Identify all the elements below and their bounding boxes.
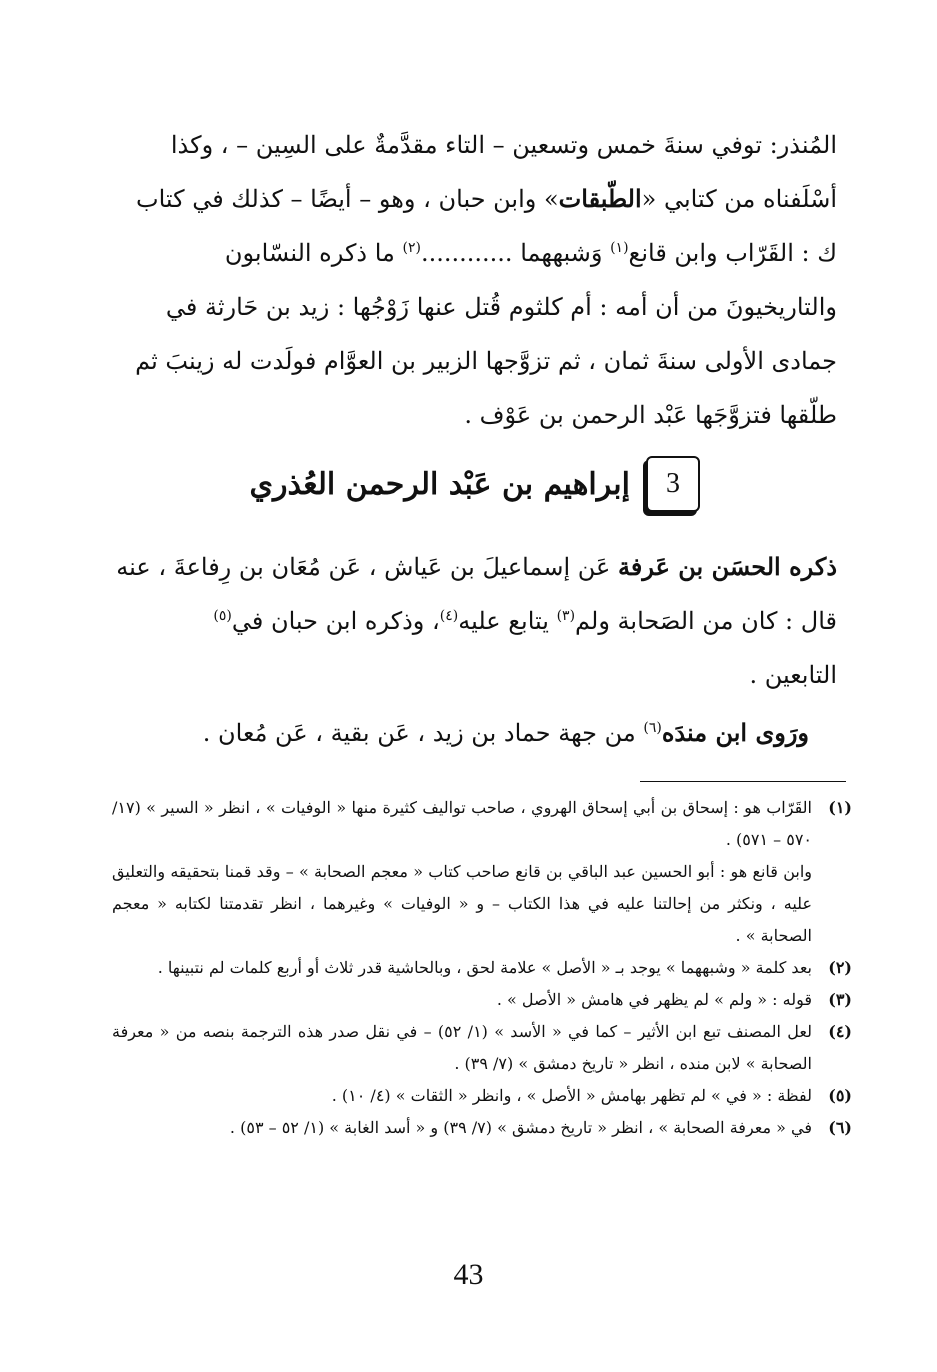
footnote-number: (٤) xyxy=(828,1022,852,1041)
text-span: قال : كان من الصَحابة ولم xyxy=(575,607,837,635)
entry-text-block xyxy=(112,540,837,760)
footnote-ref-5[interactable]: (٥) xyxy=(213,608,232,624)
footnote-ref-1[interactable]: (١) xyxy=(610,240,629,256)
entry-title: إبراهيم بن عَبْد الرحمن العُذري xyxy=(249,466,630,502)
footnote-ref-4[interactable]: (٤) xyxy=(439,608,459,624)
text-line xyxy=(112,334,837,388)
footnote-body xyxy=(112,984,812,1016)
footnote-number: (١) xyxy=(828,798,852,817)
footnote-text: وابن قانع هو : أبو الحسين عبد الباقي بن قانع صاحب كتاب « معجم الصحابة » – وقد قمنا بتحقيقه والتعليق عليه ، ونكثر من إحالتنا عليه في هذا الكتاب – و « الوفيات » وغيرهما ، انظر تقدمتنا لكتابه « معجم الصحابة » . xyxy=(112,862,813,945)
narrator-name: ورَوى ابن مندَه xyxy=(661,718,809,747)
footnote-text: القَرّاب هو : إسحاق بن أبي إسحاق الهروي ، صاحب تواليف كثيرة منها « الوفيات » ، انظر « السير » (١٧/ ٥٧٠ – ٥٧١) . xyxy=(112,798,812,849)
text-line xyxy=(112,118,837,172)
text-span: جمادى الأولى سنةَ ثمان ، ثم تزوَّجها الزبير بن العوَّام فولَدت له زينبَ ثم xyxy=(135,347,837,375)
text-span: من جهة حماد بن زيد ، عَن بقية ، عَن مُعان . xyxy=(202,719,644,747)
text-span: ، وذكره ابن حبان في xyxy=(231,607,440,635)
text-span: » وابن حبان ، وهو – أيضًا – كذلك في كتاب xyxy=(136,185,559,213)
footnote-number: (٢) xyxy=(828,958,852,977)
footnote xyxy=(112,1080,852,1112)
narrator-name: ذكره الحسَن بن عَرفة xyxy=(618,552,837,581)
footnote-body xyxy=(112,952,812,984)
footnote-body xyxy=(112,792,812,952)
text-span: أسْلَفناه من كتابي « xyxy=(641,185,837,213)
footnote-ref-6[interactable]: (٦) xyxy=(643,720,662,736)
footnote xyxy=(112,952,852,984)
main-text-block xyxy=(112,118,837,442)
text-span: وَشبههما ............ xyxy=(421,239,611,267)
entry-paragraph xyxy=(112,706,837,760)
text-line xyxy=(112,388,837,442)
footnotes-block xyxy=(112,792,852,1144)
footnote xyxy=(112,984,852,1016)
text-span: المُنذر: توفي سنةَ خمس وتسعين – التاء مقدَّمةٌ على السِين – ، وكذا xyxy=(170,131,837,159)
page-number: 43 xyxy=(453,1258,484,1291)
footnote xyxy=(112,1112,852,1144)
footnote-ref-2[interactable]: (٢) xyxy=(402,240,422,256)
book-title-tabaqat: الطّبقات xyxy=(558,184,642,213)
text-span: التابعين . xyxy=(749,661,837,689)
footnote-text: لعل المصنف تبع ابن الأثير – كما في « الأسد » (١/ ٥٢) – في نقل صدر هذه الترجمة بنصه من « معرفة الصحابة » لابن منده ، انظر « تاريخ دمشق » (٧/ ٣٩) . xyxy=(112,1022,813,1073)
footnote-text: قوله : « ولم » لم يظهر في هامش « الأصل » . xyxy=(496,990,812,1009)
footnote-ref-3[interactable]: (٣) xyxy=(556,608,576,624)
footnote-text: بعد كلمة « وشبههما » يوجد بـ « الأصل » علامة لحق ، وبالحاشية قدر ثلاث أو أربع كلمات لم نتبينها . xyxy=(157,958,812,977)
footnote xyxy=(112,1016,852,1080)
footnote-separator xyxy=(640,781,846,782)
footnote-text: لفظة : « في » لم تظهر بهامش « الأصل » ، وانظر « الثقات » (٤/ ١٠) . xyxy=(331,1086,812,1105)
text-line xyxy=(112,172,837,226)
footnote-number: (٥) xyxy=(828,1086,852,1105)
text-line xyxy=(112,280,837,334)
footnote-number: (٦) xyxy=(828,1118,852,1137)
text-line xyxy=(112,226,837,280)
text-span: ك : القَرّاب وابن قانع xyxy=(628,239,837,267)
text-span: ما ذكره النسّابون xyxy=(224,239,403,267)
entry-paragraph xyxy=(112,540,837,702)
entry-header xyxy=(240,452,700,516)
entry-number-badge: 3 xyxy=(646,456,700,512)
footnote-text: في « معرفة الصحابة » ، انظر « تاريخ دمشق » (٧/ ٣٩) و « أسد الغابة » (١/ ٥٢ – ٥٣) . xyxy=(229,1118,812,1137)
text-span: طلّقها فتزوَّجَها عَبْد الرحمن بن عَوْف . xyxy=(464,401,837,429)
text-span: عَن إسماعيلَ بن عَياش ، عَن مُعَان بن رِفاعةَ ، عنه xyxy=(116,553,618,581)
text-span: يتابع عليه xyxy=(458,607,557,635)
text-span: والتاريخيونَ من أن أمه : أم كلثوم قُتل عنها زَوْجُها : زيد بن حَارثة في xyxy=(165,293,837,321)
footnote-body xyxy=(112,1016,812,1080)
footnote xyxy=(112,792,852,952)
footnote-number: (٣) xyxy=(828,990,852,1009)
footnote-body xyxy=(112,1112,812,1144)
footnote-body xyxy=(112,1080,812,1112)
